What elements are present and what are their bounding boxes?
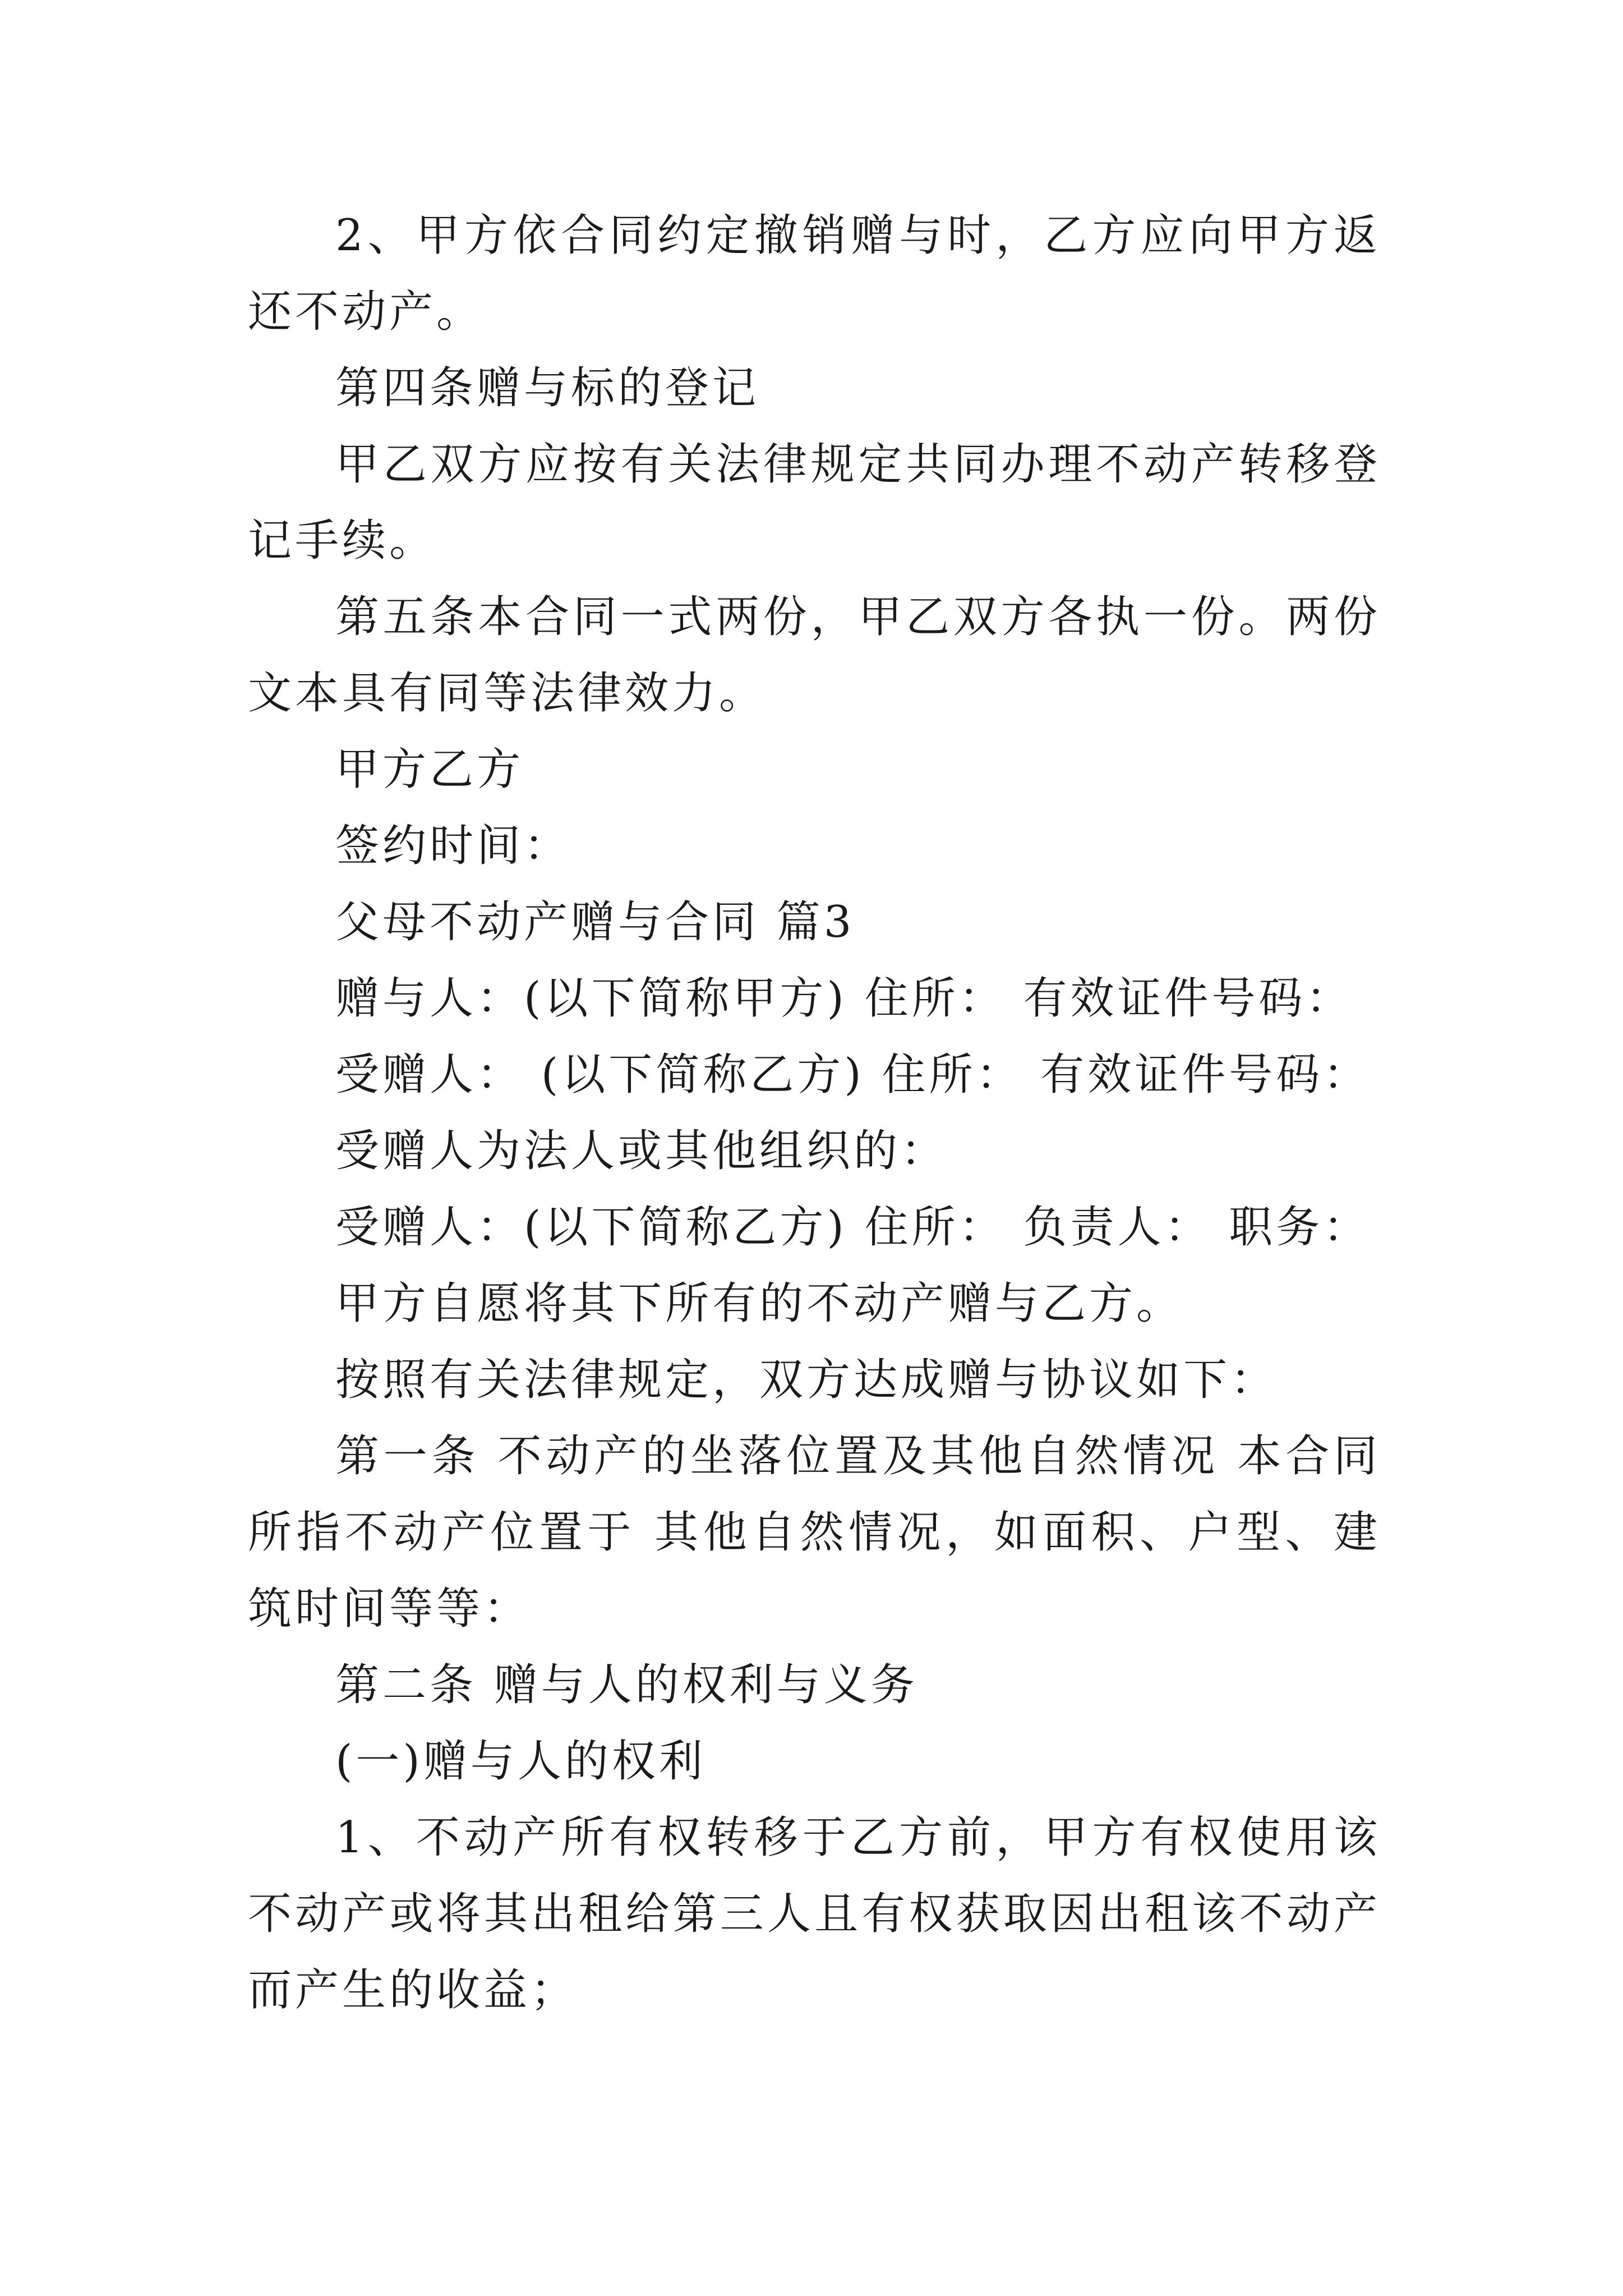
paragraph-contract3-title: 父母不动产赠与合同 篇3 xyxy=(335,897,855,947)
paragraph-donee-info: 受赠人： (以下简称乙方) 住所： 有效证件号码： xyxy=(335,1050,1371,1100)
paragraph-voluntary-gift: 甲方自愿将其下所有的不动产赠与乙方。 xyxy=(335,1278,1184,1329)
paragraph-signing-date: 签约时间： xyxy=(335,821,571,871)
paragraph-revocation-return: 2、甲方依合同约定撤销赠与时，乙方应向甲方返还不动产。 xyxy=(248,210,1381,337)
paragraph-article1-location: 第一条 不动产的坐落位置及其他自然情况 本合同所指不动产位置于 其他自然情况，如面积、户型、建筑时间等等： xyxy=(248,1431,1381,1634)
paragraph-donor-right-1: 1、不动产所有权转移于乙方前，甲方有权使用该不动产或将其出租给第三人且有权获取因出租该不动产而产生的收益； xyxy=(248,1812,1381,2016)
paragraph-donee-organization: 受赠人为法人或其他组织的： xyxy=(335,1126,948,1176)
document-body xyxy=(248,197,1381,2028)
paragraph-agreement-intro: 按照有关法律规定，双方达成赠与协议如下： xyxy=(335,1355,1278,1405)
paragraph-donor-rights-heading: (一)赠与人的权利 xyxy=(335,1736,706,1787)
paragraph-article4-title: 第四条赠与标的登记 xyxy=(335,363,760,413)
paragraph-donor-info: 赠与人：(以下简称甲方) 住所： 有效证件号码： xyxy=(335,973,1353,1024)
paragraph-transfer-registration: 甲乙双方应按有关法律规定共同办理不动产转移登记手续。 xyxy=(248,439,1381,566)
paragraph-donee-legal-info: 受赠人：(以下简称乙方) 住所： 负责人： 职务： xyxy=(335,1202,1371,1253)
paragraph-signature-parties: 甲方乙方 xyxy=(335,744,524,795)
paragraph-article2-title: 第二条 赠与人的权利与义务 xyxy=(335,1660,918,1710)
paragraph-article5-copies: 第五条本合同一式两份，甲乙双方各执一份。两份文本具有同等法律效力。 xyxy=(248,592,1381,719)
